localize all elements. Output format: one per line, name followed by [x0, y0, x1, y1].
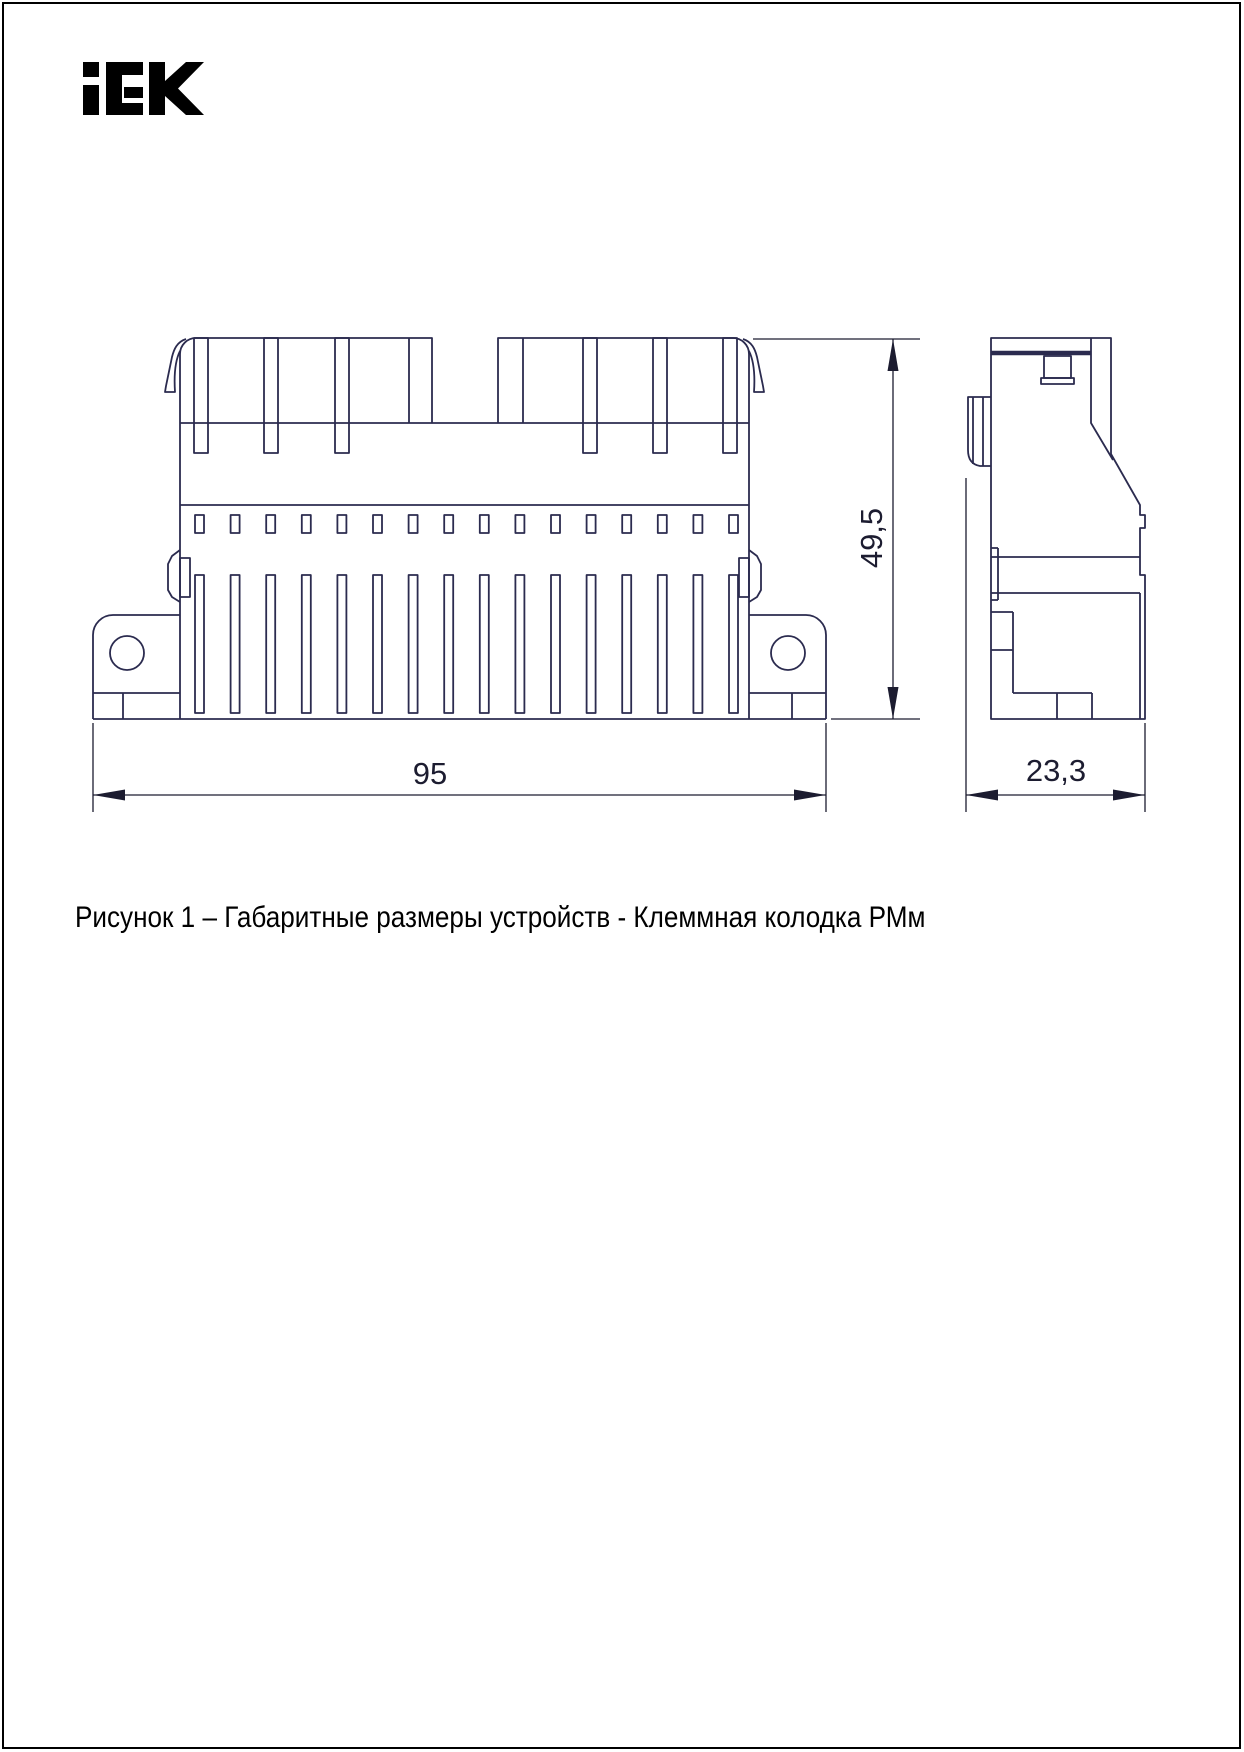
separator-fin [729, 575, 738, 713]
terminal-slot [729, 515, 738, 533]
side-lower-details [991, 612, 1092, 719]
front-right-ear-lines [749, 615, 826, 719]
terminal-slot [480, 515, 489, 533]
slots-group [195, 515, 738, 533]
separator-fin [480, 575, 489, 713]
fins-group [195, 575, 738, 713]
terminal-slot [302, 515, 311, 533]
pin-tab [653, 338, 667, 453]
terminal-slot [515, 515, 524, 533]
side-notch-lip [1041, 378, 1074, 384]
front-right-flap [743, 339, 764, 392]
arrow-left-icon [93, 790, 125, 801]
side-din-clip-lines [973, 397, 983, 466]
separator-fin [693, 575, 702, 713]
front-left-latch [168, 550, 180, 602]
pin-tab [335, 338, 349, 453]
separator-fin [444, 575, 453, 713]
front-right-latch-tab [739, 558, 749, 597]
terminal-slot [444, 515, 453, 533]
dim-height-label: 49,5 [854, 507, 889, 569]
figure-caption: Рисунок 1 – Габаритные размеры устройств - Клеммная колодка РМм [75, 901, 926, 934]
front-view [93, 338, 826, 719]
front-left-ear-hole [110, 636, 144, 670]
separator-fin [409, 575, 418, 713]
separator-fin [515, 575, 524, 713]
separator-fin [373, 575, 382, 713]
terminal-slot [658, 515, 667, 533]
pin-tab [194, 338, 208, 453]
front-right-block [498, 338, 733, 423]
terminal-slot [373, 515, 382, 533]
terminal-slot [337, 515, 346, 533]
separator-fin [231, 575, 240, 713]
separator-fin [266, 575, 275, 713]
terminal-slot [693, 515, 702, 533]
dim-width-extensions [93, 723, 826, 812]
terminal-slot [266, 515, 275, 533]
pin-tab [723, 338, 737, 453]
front-right-ear [749, 615, 826, 719]
dim-width-label: 95 [412, 756, 448, 791]
side-notch [1044, 356, 1071, 378]
side-din-clip [968, 397, 991, 466]
front-right-latch [749, 550, 761, 602]
pin-tab [264, 338, 278, 453]
terminal-slot [622, 515, 631, 533]
arrow-up-icon [888, 339, 899, 371]
separator-fin [622, 575, 631, 713]
side-band-lines [991, 557, 1140, 593]
separator-fin [587, 575, 596, 713]
separator-fin [551, 575, 560, 713]
terminal-slot [231, 515, 240, 533]
front-left-block [196, 338, 432, 423]
arrow-left-icon [966, 790, 998, 801]
dimension-arrows [93, 339, 1145, 801]
side-inner-wall [1091, 338, 1113, 460]
front-left-latch-tab [180, 558, 190, 597]
front-left-flap [165, 339, 186, 392]
dimensions [93, 339, 1145, 812]
dim-height-extensions [753, 339, 920, 719]
front-right-ear-hole [771, 636, 805, 670]
terminal-slot [195, 515, 204, 533]
pin-tab [583, 338, 597, 453]
pins-group [194, 338, 737, 453]
separator-fin [337, 575, 346, 713]
terminal-slot [587, 515, 596, 533]
front-block-columns [409, 338, 523, 423]
separator-fin [302, 575, 311, 713]
separator-fin [195, 575, 204, 713]
side-outline [991, 338, 1145, 719]
terminal-slot [551, 515, 560, 533]
terminal-slot [409, 515, 418, 533]
arrow-right-icon [794, 790, 826, 801]
side-view [968, 338, 1145, 719]
dim-depth-label: 23,3 [1025, 753, 1087, 788]
separator-fin [658, 575, 667, 713]
arrow-right-icon [1113, 790, 1145, 801]
arrow-down-icon [888, 687, 899, 719]
front-top-right-corner [733, 338, 749, 615]
